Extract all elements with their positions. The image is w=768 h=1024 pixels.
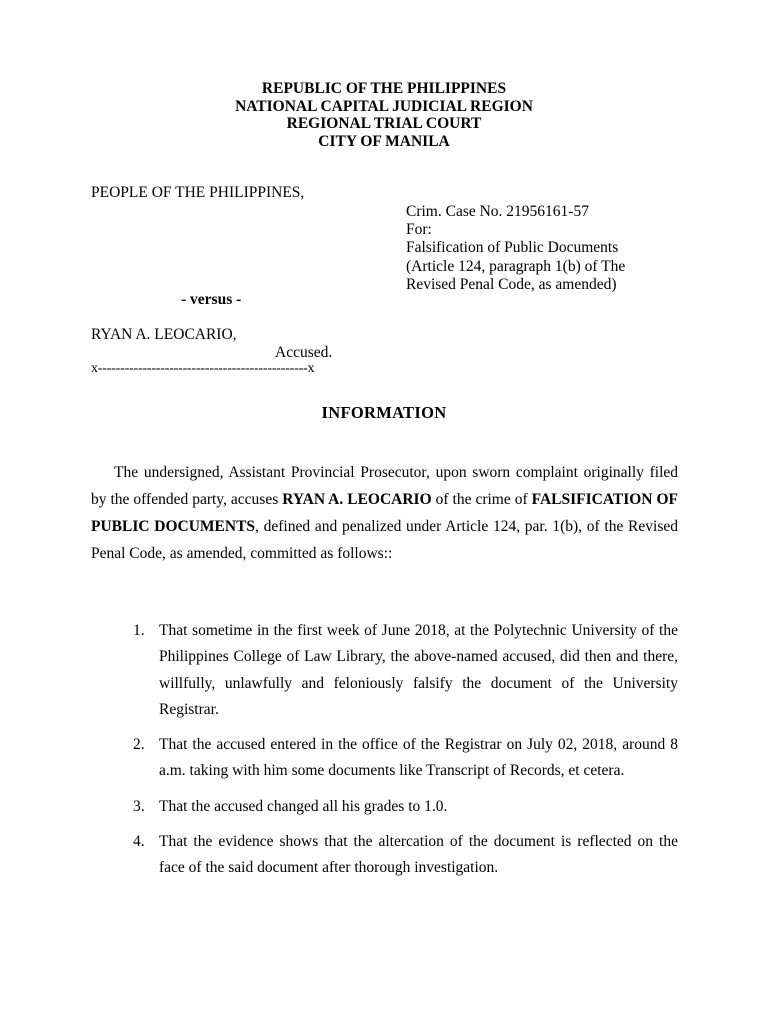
counts-list bbox=[91, 618, 678, 882]
intro-text-3: , defined and penalized under Article 124, par. 1(b), of the Revised Penal Code, as amended, committed as follows:: bbox=[91, 518, 678, 562]
offense-line-3: Revised Penal Code, as amended) bbox=[406, 275, 617, 293]
count-number: 2. bbox=[133, 736, 145, 754]
count-number: 1. bbox=[133, 622, 145, 639]
count-item bbox=[91, 829, 678, 882]
header-region: NATIONAL CAPITAL JUDICIAL REGION bbox=[235, 97, 533, 115]
case-details bbox=[406, 203, 625, 294]
offense-line-1: Falsification of Public Documents bbox=[406, 239, 619, 257]
document-title: INFORMATION bbox=[321, 403, 447, 422]
count-item bbox=[91, 618, 678, 723]
intro-paragraph bbox=[91, 459, 678, 567]
header-republic: REPUBLIC OF THE PHILIPPINES bbox=[261, 80, 507, 97]
count-text: That sometime in the first week of June 2018, at the Polytechnic University of the Philippines College of Law Library, the above-named accused, did then and there, willfully, unlawfully and feloniously falsify the document of the University Registrar. bbox=[159, 622, 678, 718]
count-text: That the accused changed all his grades to 1.0. bbox=[159, 797, 448, 815]
caption-divider: x-----------------------------------------------x bbox=[91, 361, 315, 376]
intro-text-1: The undersigned, Assistant Provincial Prosecutor, upon sworn complaint originally filed by the offended party, accuses bbox=[91, 464, 678, 508]
header-city: CITY OF MANILA bbox=[318, 132, 450, 150]
count-number: 4. bbox=[133, 833, 145, 851]
count-text: That the accused entered in the office of the Registrar on July 02, 2018, around 8 a.m. taking with him some documents like Transcript of Records, et cetera. bbox=[159, 736, 678, 780]
case-number: Crim. Case No. 21956161-57 bbox=[406, 203, 589, 220]
intro-crime: FALSIFICATION OF PUBLIC DOCUMENTS bbox=[91, 491, 678, 535]
header-court: REGIONAL TRIAL COURT bbox=[286, 115, 482, 132]
intro-accused-name: RYAN A. LEOCARIO bbox=[282, 491, 432, 508]
count-text: That the evidence shows that the altercation of the document is reflected on the face of the said document after thorough investigation. bbox=[159, 833, 678, 877]
plaintiff-name: PEOPLE OF THE PHILIPPINES, bbox=[91, 184, 305, 201]
defendant-name: RYAN A. LEOCARIO, bbox=[91, 326, 237, 343]
for-label: For: bbox=[406, 221, 432, 239]
versus-label: - versus - bbox=[181, 291, 242, 308]
count-number: 3. bbox=[133, 797, 145, 815]
accused-label: Accused. bbox=[275, 344, 333, 361]
count-item bbox=[91, 732, 678, 785]
count-item bbox=[91, 794, 678, 820]
intro-text-2: of the crime of bbox=[431, 491, 532, 508]
offense-line-2: (Article 124, paragraph 1(b) of The bbox=[406, 257, 626, 275]
